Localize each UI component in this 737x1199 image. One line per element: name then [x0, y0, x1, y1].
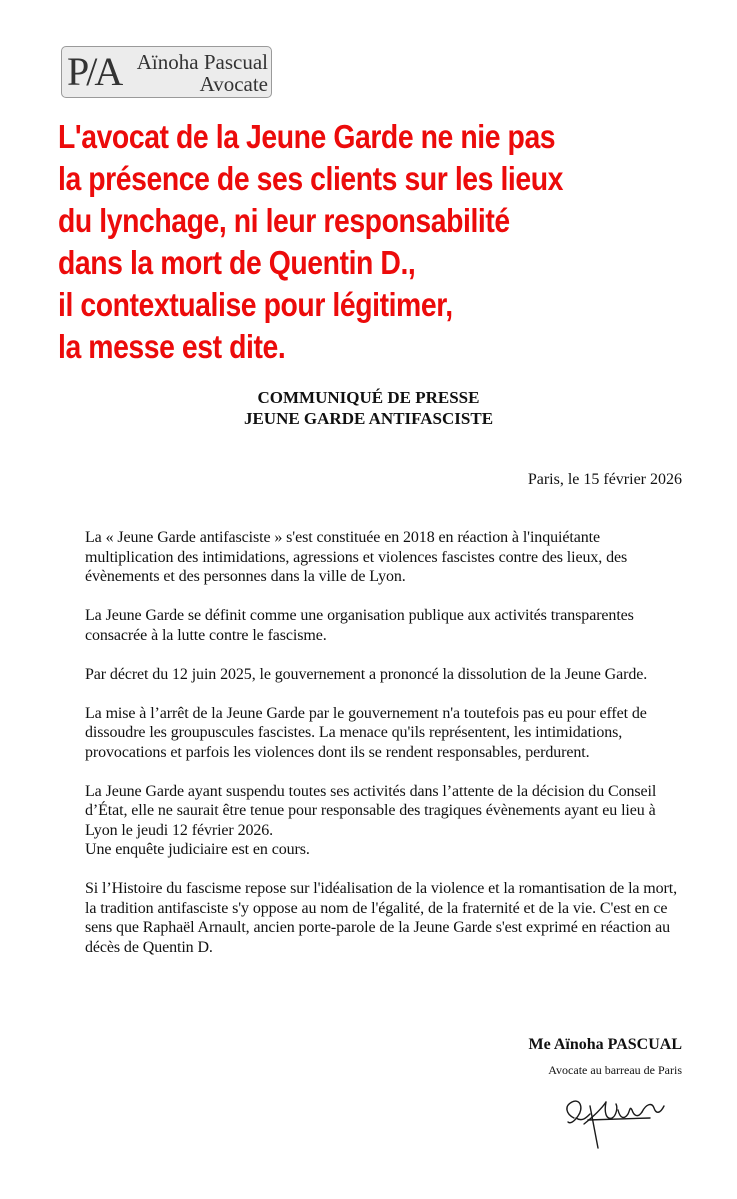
press-release-body — [85, 528, 690, 977]
signatory-name: Me Aïnoha PASCUAL — [528, 1036, 682, 1053]
headline-line: la messe est dite. — [58, 328, 286, 365]
press-release-heading — [0, 387, 737, 429]
press-heading-line-2: JEUNE GARDE ANTIFASCISTE — [243, 409, 494, 428]
paragraph: La Jeune Garde se définit comme une organisation publique aux activités transparentes consacrée à la lutte contre le fascisme. — [85, 607, 634, 644]
logo-name: Aïnoha Pascual — [136, 50, 268, 74]
overlay-headline — [58, 116, 608, 368]
signatory-role: Avocate au barreau de Paris — [548, 1063, 682, 1077]
law-firm-logo — [61, 46, 272, 98]
logo-monogram: P/A — [67, 49, 121, 94]
headline-line: L'avocat de la Jeune Garde ne nie pas — [58, 118, 556, 155]
headline-line: la présence de ses clients sur les lieux — [58, 160, 563, 197]
handwritten-signature — [560, 1088, 670, 1150]
logo-title: Avocate — [199, 72, 268, 96]
paragraph: La « Jeune Garde antifasciste » s'est constituée en 2018 en réaction à l'inquiétante multiplication des intimidations, agressions et violences fascistes contre des lieux, des évènements et des personnes dans la ville de Lyon. — [85, 529, 628, 585]
paragraph: La Jeune Garde ayant suspendu toutes ses activités dans l’attente de la décision du Conseil d’État, elle ne saurait être tenue pour responsable des tragiques évènements ayant eu lieu à Lyon le jeudi 12 février 2026. — [85, 782, 657, 839]
press-heading-line-1: COMMUNIQUÉ DE PRESSE — [257, 388, 480, 407]
document-date: Paris, le 15 février 2026 — [527, 471, 682, 488]
paragraph: Par décret du 12 juin 2025, le gouvernement a prononcé la dissolution de la Jeune Garde. — [85, 665, 648, 683]
headline-line: du lynchage, ni leur responsabilité — [58, 202, 510, 239]
paragraph: La mise à l’arrêt de la Jeune Garde par le gouvernement n'a toutefois pas eu pour effet de dissoudre les groupuscules fascistes. La menace qu'ils représentent, les intimidations, provocations et parfois les violences dont ils se rendent responsables, perdurent. — [85, 704, 647, 761]
headline-line: il contextualise pour légitimer, — [58, 286, 453, 323]
headline-line: dans la mort de Quentin D., — [58, 244, 416, 281]
paragraph: Une enquête judiciaire est en cours. — [85, 841, 310, 858]
paragraph: Si l’Histoire du fascisme repose sur l'idéalisation de la violence et la romantisation de la mort, la tradition antifasciste s'y oppose au nom de l'égalité, de la fraternité et de la vie. C'est en ce sens que Raphaël Arnault, ancien porte-parole de la Jeune Garde s'est exprimé en réaction au décès de Quentin D. — [85, 880, 678, 956]
